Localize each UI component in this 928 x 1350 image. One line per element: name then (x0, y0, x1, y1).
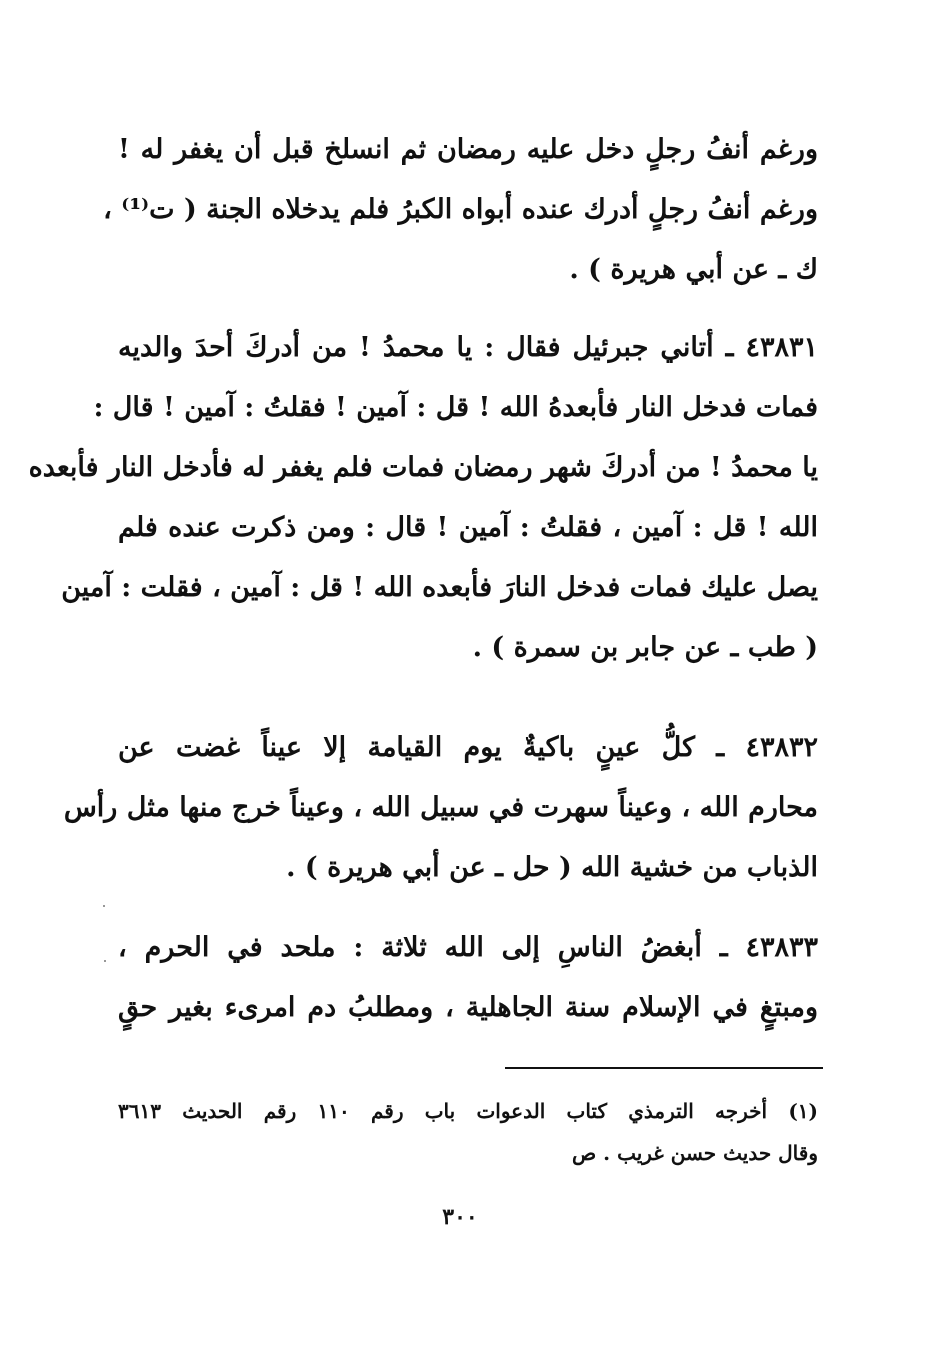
page-number: ٣٠٠ (442, 1204, 478, 1230)
text-line: ورغم أنفُ رجلٍ دخل عليه رمضان ثم انسلخ قبل أن يغفر له ! (118, 134, 818, 165)
footnote-line: وقال حديث حسن غريب . ص (572, 1141, 818, 1165)
text-line: الذباب من خشية الله ( حل ـ عن أبي هريرة ) . (286, 852, 818, 883)
text-line: ٤٣٨٣٢ ـ كلُّ عينٍ باكيةٌ يوم القيامة إلا عيناً غضت عن (118, 732, 818, 763)
scan-speck (104, 960, 106, 962)
text-line: محارم الله ، وعيناً سهرت في سبيل الله ، وعيناً خرج منها مثل رأس (63, 792, 818, 823)
footnote-divider (505, 1067, 823, 1069)
text-line: ومبتغٍ في الإسلام سنة الجاهلية ، ومطلبُ دم امرىء بغير حقٍ (118, 992, 818, 1023)
text-line: ( طب ـ عن جابر بن سمرة ) . (472, 632, 818, 663)
text-line: ورغم أنفُ رجلٍ أدرك عنده أبواه الكبرُ فلم يدخلاه الجنة ( ت⁽¹⁾ ، (103, 194, 818, 225)
hadith-43832 (63, 718, 818, 898)
scan-speck (103, 905, 105, 907)
footnote-line: (١) أخرجه الترمذي كتاب الدعوات باب رقم ١١٠ رقم الحديث ٣٦١٣ (118, 1099, 818, 1123)
hadith-43833 (118, 918, 818, 1038)
text-line: يا محمدُ ! من أدركَ شهر رمضان فمات فلم يغفر له فأدخل النار فأبعده (28, 452, 818, 483)
hadith-43831 (28, 318, 818, 678)
text-line: ٤٣٨٣٣ ـ أبغضُ الناسِ إلى الله ثلاثة : ملحد في الحرم ، (118, 932, 818, 963)
text-line: الله ! قل : آمين ، فقلتُ : آمين ! قال : ومن ذكرت عنده فلم (118, 512, 818, 543)
text-line: ٤٣٨٣١ ـ أتاني جبرئيل فقال : يا محمدُ ! من أدركَ أحدَ والديه (118, 332, 818, 363)
text-line: فمات فدخل النار فأبعدهُ الله ! قل : آمين ! فقلتُ : آمين ! قال : (93, 392, 818, 423)
footnote (118, 1090, 818, 1174)
text-line: ك ـ عن أبي هريرة ) . (569, 254, 818, 285)
paragraph-continuation (103, 120, 818, 300)
text-line: يصل عليك فمات فدخل النارَ فأبعده الله ! قل : آمين ، فقلت : آمين (61, 572, 818, 603)
